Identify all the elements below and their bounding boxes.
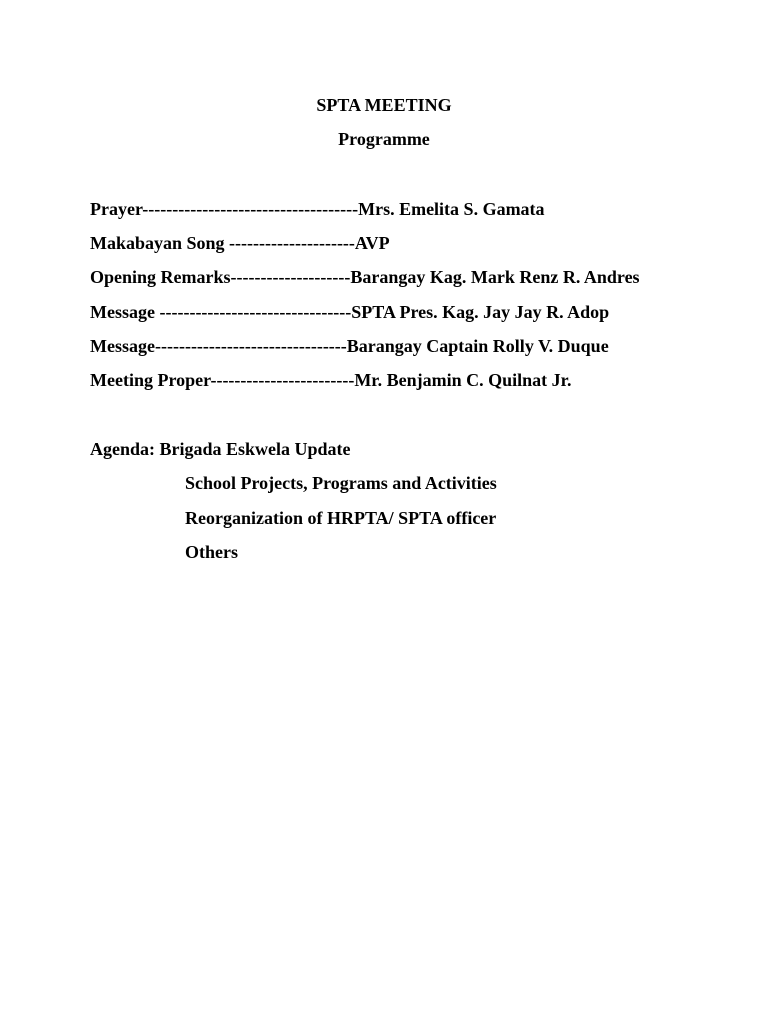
programme-line-song: Makabayan Song ---------------------AVP <box>90 233 390 253</box>
agenda-label: Agenda: Brigada Eskwela Update <box>90 439 351 459</box>
agenda-item: School Projects, Programs and Activities <box>185 473 497 493</box>
programme-line-message-2: Message--------------------------------Barangay Captain Rolly V. Duque <box>90 336 609 356</box>
programme-line-meeting-proper: Meeting Proper------------------------Mr. Benjamin C. Quilnat Jr. <box>90 370 572 390</box>
programme-line-prayer: Prayer------------------------------------Mrs. Emelita S. Gamata <box>90 199 545 219</box>
agenda-item: Reorganization of HRPTA/ SPTA officer <box>185 508 497 528</box>
agenda-item: Others <box>185 542 238 562</box>
document-title: SPTA MEETING <box>316 95 452 115</box>
document-subtitle: Programme <box>338 129 430 149</box>
programme-line-message-1: Message --------------------------------SPTA Pres. Kag. Jay Jay R. Adop <box>90 302 610 322</box>
programme-line-opening-remarks: Opening Remarks--------------------Barangay Kag. Mark Renz R. Andres <box>90 267 640 287</box>
